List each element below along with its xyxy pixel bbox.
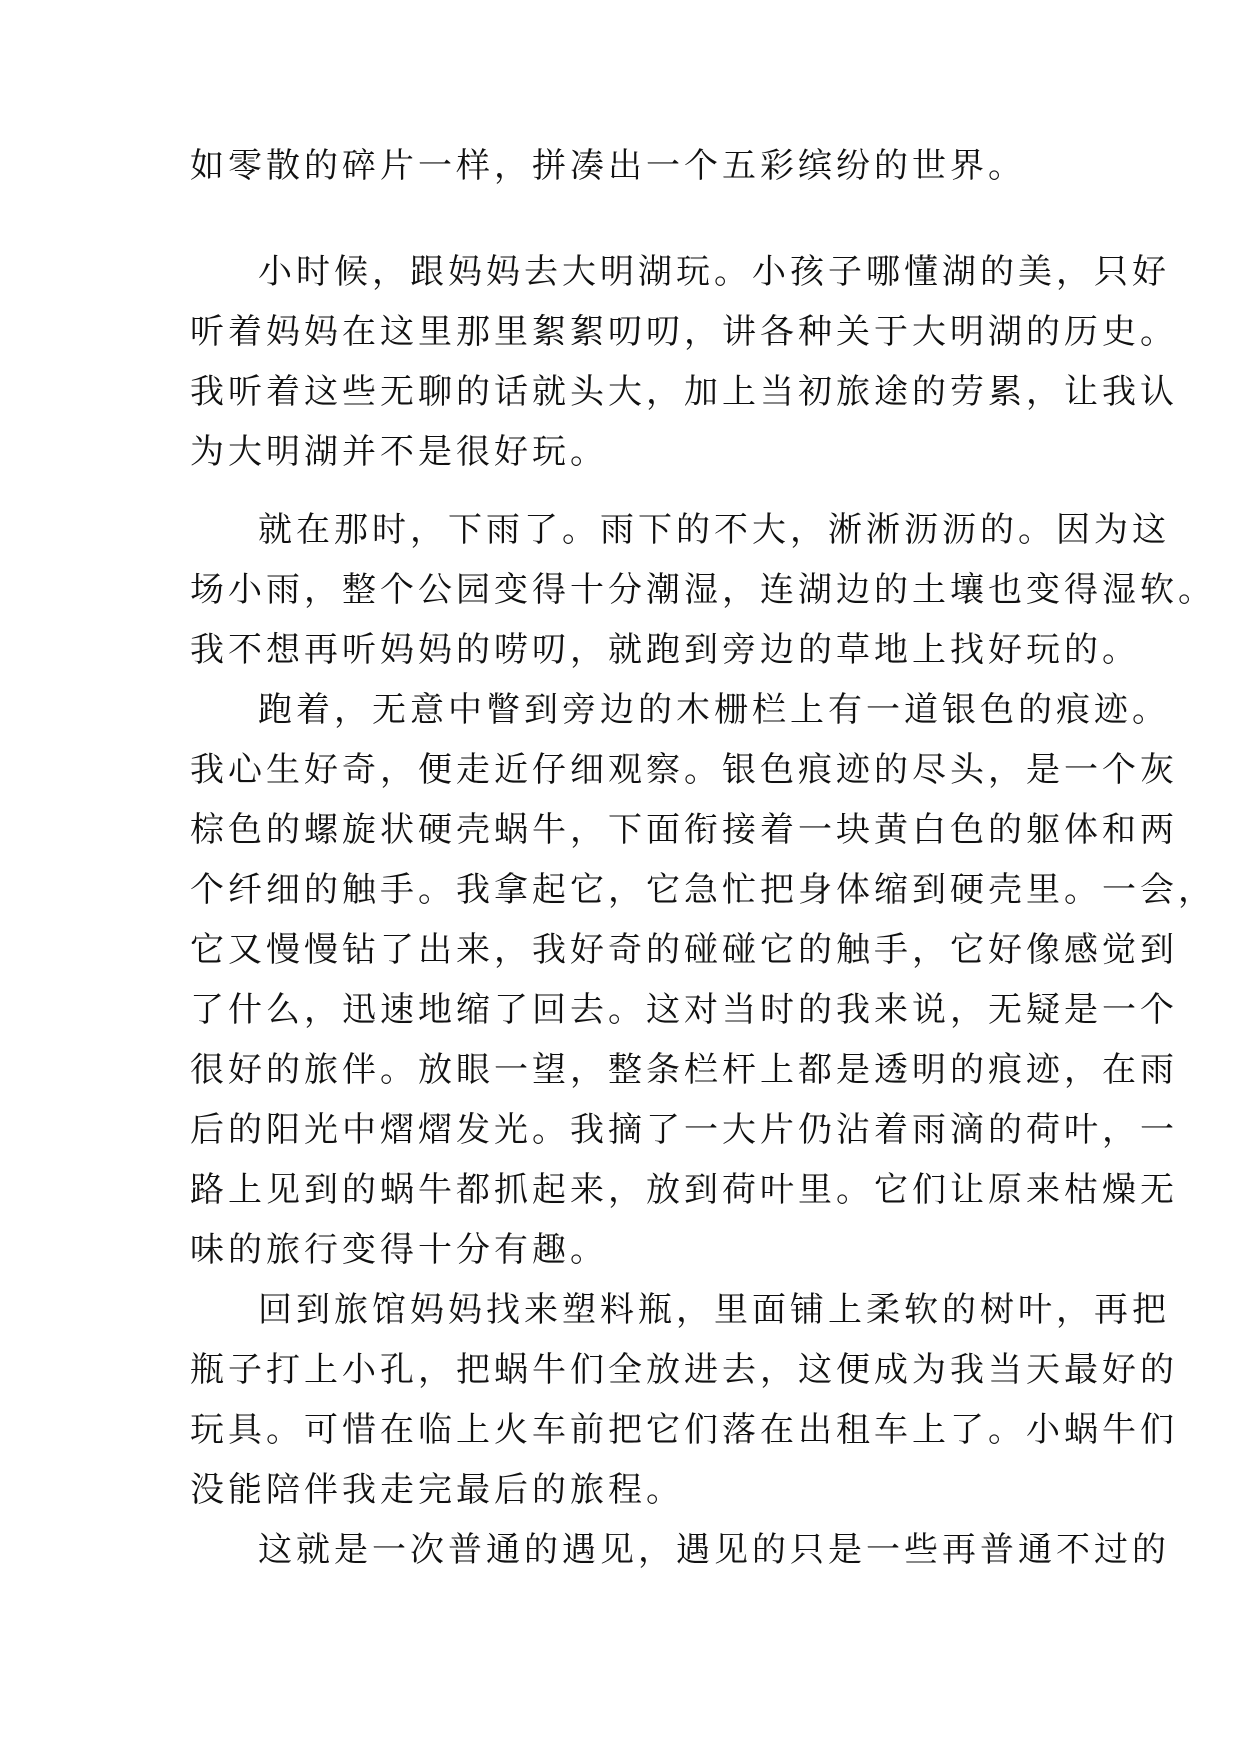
text-line: 路上见到的蜗牛都抓起来，放到荷叶里。它们让原来枯燥无 <box>190 1170 1178 1210</box>
text-line: 没能陪伴我走完最后的旅程。 <box>190 1470 684 1510</box>
text-line: 玩具。可惜在临上火车前把它们落在出租车上了。小蜗牛们 <box>190 1410 1178 1450</box>
text-line: 场小雨，整个公园变得十分潮湿，连湖边的土壤也变得湿软。 <box>190 570 1216 610</box>
text-line: 跑着，无意中瞥到旁边的木栅栏上有一道银色的痕迹。 <box>258 690 1170 730</box>
text-line: 后的阳光中熠熠发光。我摘了一大片仍沾着雨滴的荷叶，一 <box>190 1110 1178 1150</box>
text-line: 很好的旅伴。放眼一望，整条栏杆上都是透明的痕迹，在雨 <box>190 1050 1178 1090</box>
text-line: 它又慢慢钻了出来，我好奇的碰碰它的触手，它好像感觉到 <box>190 930 1178 970</box>
text-line: 这就是一次普通的遇见，遇见的只是一些再普通不过的 <box>258 1530 1170 1570</box>
text-line: 瓶子打上小孔，把蜗牛们全放进去，这便成为我当天最好的 <box>190 1350 1178 1390</box>
text-line: 如零散的碎片一样，拼凑出一个五彩缤纷的世界。 <box>190 146 1026 186</box>
text-line: 我心生好奇，便走近仔细观察。银色痕迹的尽头，是一个灰 <box>190 750 1178 790</box>
text-line: 回到旅馆妈妈找来塑料瓶，里面铺上柔软的树叶，再把 <box>258 1290 1170 1330</box>
text-line: 棕色的螺旋状硬壳蜗牛，下面衔接着一块黄白色的躯体和两 <box>190 810 1178 850</box>
text-line: 个纤细的触手。我拿起它，它急忙把身体缩到硬壳里。一会， <box>190 870 1216 910</box>
text-line: 就在那时，下雨了。雨下的不大，淅淅沥沥的。因为这 <box>258 510 1170 550</box>
text-line: 我不想再听妈妈的唠叨，就跑到旁边的草地上找好玩的。 <box>190 630 1140 670</box>
text-line: 了什么，迅速地缩了回去。这对当时的我来说，无疑是一个 <box>190 990 1178 1030</box>
text-line: 小时候，跟妈妈去大明湖玩。小孩子哪懂湖的美，只好 <box>258 252 1170 292</box>
text-line: 听着妈妈在这里那里絮絮叨叨，讲各种关于大明湖的历史。 <box>190 312 1178 352</box>
text-line: 味的旅行变得十分有趣。 <box>190 1230 608 1270</box>
text-line: 为大明湖并不是很好玩。 <box>190 432 608 472</box>
text-line: 我听着这些无聊的话就头大，加上当初旅途的劳累，让我认 <box>190 372 1178 412</box>
